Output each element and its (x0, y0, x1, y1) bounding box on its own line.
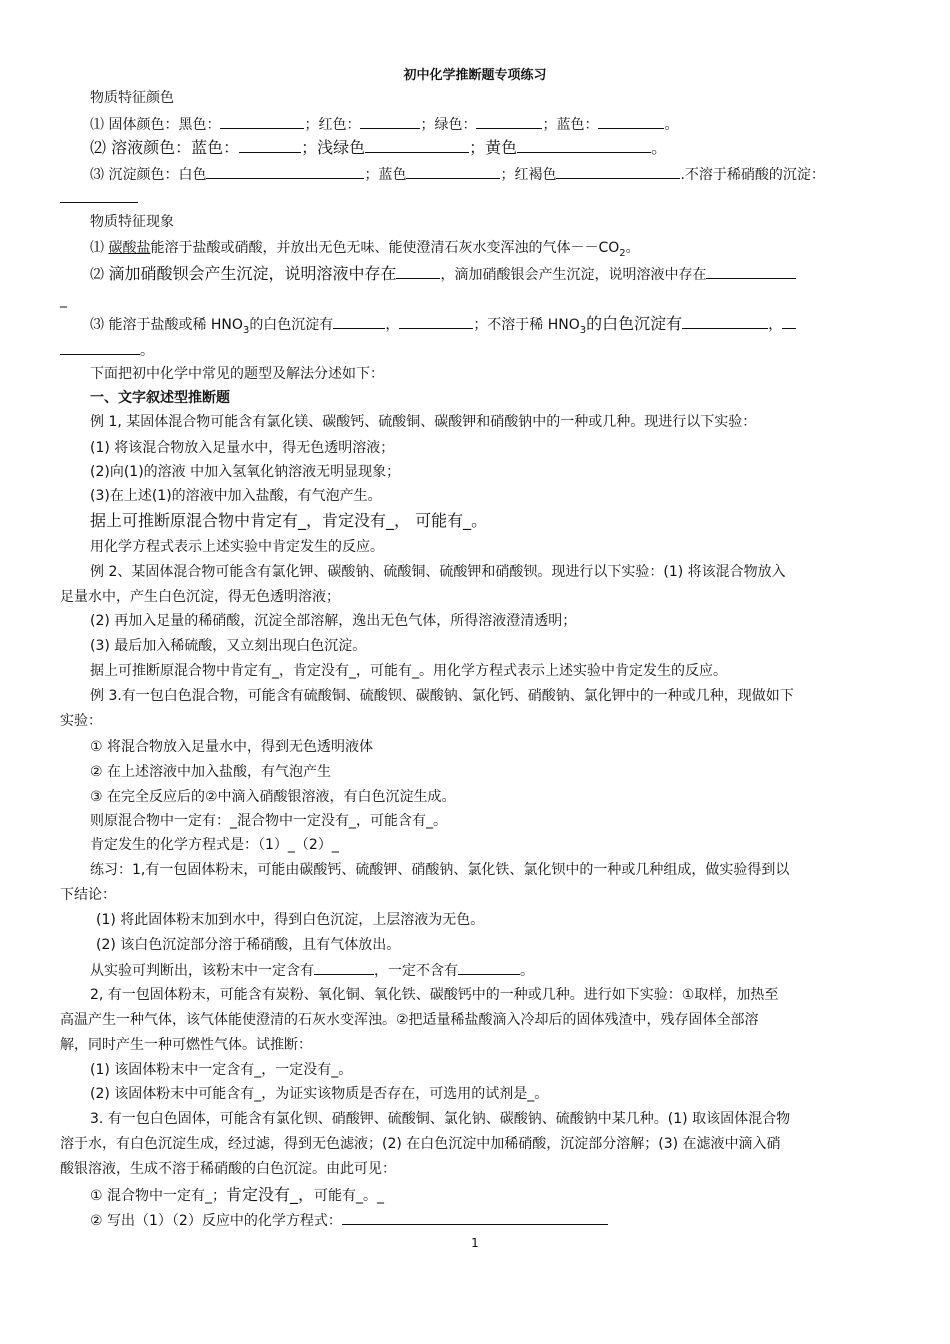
intro-text: 下面把初中化学中常见的题型及解法分述如下： (90, 366, 384, 382)
blank-red (360, 114, 420, 129)
practice-3-question: 3. 有一包白色固体，可能含有氯化钡、硝酸钾、硫酸铜、氯化钠、碳酸钠、硫酸钠中某几种。(1) 取该固体混合物 (90, 1111, 791, 1127)
example-3-step-3: ③ 在完全反应后的②中滴入硝酸银溶液，有白色沉淀生成。 (90, 789, 456, 805)
item-number: ⑶ 沉淀颜色： (90, 167, 179, 183)
subscript: 2 (619, 247, 626, 259)
example-1-answer: 据上可推断原混合物中肯定有_，肯定没有_， 可能有_。 (90, 511, 488, 530)
punct: ， (768, 317, 783, 333)
example-1-equation-prompt: 用化学方程式表示上述实验中肯定发生的反应。 (90, 539, 384, 555)
punct: 。 (520, 963, 534, 979)
label-blue: ；蓝色： (542, 117, 599, 133)
line-carbonate (90, 238, 895, 258)
text: 滴加硝酸钡会产生沉淀，说明溶液中存在 (108, 264, 397, 283)
practice-1-question-continued: 下结论： (60, 887, 116, 903)
underlined-term: 碳酸盐 (108, 240, 151, 256)
item-number: ⑴ 固体颜色： (90, 117, 179, 133)
blank-not-contains (458, 960, 520, 975)
subscript: 3 (579, 324, 587, 336)
practice-3-part-2 (90, 1210, 895, 1231)
item-number: ⑵ 溶液颜色： (90, 138, 192, 157)
example-2-question: 例 2、某固体混合物可能含有氯化钾、碳酸钠、硫酸铜、硫酸钾和硝酸钡。现进行以下实验：(1) 将该混合物放入 (90, 564, 786, 580)
blank-red-brown (556, 164, 680, 179)
blank-blue (598, 114, 664, 129)
blank-insoluble (60, 188, 138, 203)
text: ；不溶于稀 HNO (473, 317, 580, 333)
punct: 。 (625, 240, 640, 256)
practice-3-question-line-3: 酸银溶液，生成不溶于稀硝酸的白色沉淀。由此可见： (60, 1161, 396, 1177)
label-blue: 蓝色： (191, 138, 240, 157)
example-2-answer: 据上可推断原混合物中肯定有_，肯定没有_，可能有_。用化学方程式表示上述实验中肯定发生的反应。 (90, 663, 727, 679)
punct: 。 (664, 117, 679, 133)
blank-green (476, 114, 542, 129)
label-white: 白色 (178, 167, 207, 183)
item-number: ⑴ (90, 240, 109, 256)
example-1-step-1: (1) 将该混合物放入足量水中，得无色透明溶液； (90, 440, 395, 456)
section-heading-phenomena: 物质特征现象 (90, 214, 174, 230)
text: ① 混合物中一定有_； (90, 1188, 227, 1204)
document-title: 初中化学推断题专项练习 (403, 68, 547, 83)
practice-3-question-line-2: 溶于水，有白色沉淀生成，经过滤，得到无色滤液；(2) 在白色沉淀中加稀硝酸，沉淀部分溶解；(3) 在滤液中滴入硝 (60, 1136, 781, 1152)
label-yellow: ；黄色 (469, 138, 518, 157)
blank-light-green (365, 138, 469, 153)
example-3-question-continued: 实验： (60, 713, 102, 729)
practice-2-part-1: (1) 该固体粉末中一定含有_，一定没有_。 (90, 1062, 353, 1078)
blank-contains (314, 960, 374, 975)
line-ion-tests-continued: _ (60, 292, 67, 308)
practice-2-question: 2, 有一包固体粉末，可能含有炭粉、氧化铜、氧化铁、碳酸钙中的一种或几种。进行如下实验：①取样，加热至 (90, 987, 779, 1003)
label-green: ；绿色： (420, 117, 477, 133)
practice-3-part-1 (90, 1185, 895, 1206)
blank-insoluble-1 (682, 314, 768, 329)
example-2-step-2: (2) 再加入足量的稀硝酸，沉淀全部溶解，逸出无色气体，所得溶液澄清透明； (90, 613, 577, 629)
text: 可能有_。_ (314, 1188, 385, 1204)
text: 的白色沉淀有 (249, 317, 334, 333)
practice-2-question-line-2: 高温产生一种气体，该气体能使澄清的石灰水变浑浊。②把适量稀盐酸滴入冷却后的固体残渣中，残存固体全部溶 (60, 1012, 759, 1028)
section-title-text-inference: 一、文字叙述型推断题 (90, 390, 230, 406)
subscript: 3 (242, 324, 250, 336)
label-insoluble: .不溶于稀硝酸的沉淀： (680, 167, 825, 183)
punct: ， (385, 317, 400, 333)
line-solution-colors (90, 138, 895, 158)
section-heading-colors: 物质特征颜色 (90, 90, 174, 106)
page-number: 1 (471, 1236, 479, 1250)
blank-insoluble-3 (60, 340, 140, 355)
practice-1-answer (90, 960, 895, 981)
blank-soluble-2 (399, 314, 473, 329)
text: 能溶于盐酸或硝酸，并放出无色无味、能使澄清石灰水变浑浊的气体－－CO (150, 240, 620, 256)
example-2-step-3: (3) 最后加入稀硫酸，又立刻出现白色沉淀。 (90, 638, 367, 654)
example-1-question: 例 1, 某固体混合物可能含有氯化镁、碳酸钙、硫酸铜、碳酸钾和硝酸钠中的一种或几种。现进行以下实验： (90, 414, 757, 430)
punct: 。 (651, 138, 668, 157)
punct: 。 (140, 343, 154, 359)
practice-1-question: 练习：1,有一包固体粉末，可能由碳酸钙、硫酸钾、硝酸钠、氯化铁、氯化钡中的一种或几种组成，做实验得到以 (90, 862, 790, 878)
label-black: 黑色： (178, 117, 221, 133)
item-number: ⑵ (90, 267, 109, 283)
blank-insoluble-2 (782, 314, 796, 329)
example-3-question: 例 3.有一包白色混合物，可能含有硫酸铜、硫酸钡、碳酸钠、氯化钙、硝酸钠、氯化钾中的一种或几种，现做如下 (90, 688, 794, 704)
line-ion-tests (90, 264, 895, 285)
label-red-brown: ；红褐色 (500, 167, 557, 183)
line-precipitate-colors (90, 164, 895, 185)
example-3-answer: 则原混合物中一定有：_混合物中一定没有_，可能含有_。 (90, 813, 447, 829)
text: ，滴加硝酸银会产生沉淀，说明溶液中存在 (440, 267, 707, 283)
practice-1-step-1: (1) 将此固体粉末加到水中，得到白色沉淀，上层溶液为无色。 (96, 912, 485, 928)
example-2-question-continued: 足量水中，产生白色沉淀，得无色透明溶液； (60, 589, 340, 605)
practice-1-step-2: (2) 该白色沉淀部分溶于稀硝酸，且有气体放出。 (96, 937, 401, 953)
text: 从实验可判断出，该粉末中一定含有 (90, 963, 314, 979)
blank-equation (342, 1210, 608, 1225)
example-3-step-1: ① 将混合物放入足量水中，得到无色透明液体 (90, 739, 373, 755)
example-1-step-3: (3)在上述(1)的溶液中加入盐酸，有气泡产生。 (90, 488, 382, 504)
text: ，一定不含有 (374, 963, 458, 979)
label-light-green: ；浅绿色 (301, 138, 366, 157)
blank-blue (239, 138, 301, 153)
line-white-precipitates-continued (60, 340, 895, 361)
example-3-step-2: ② 在上述溶液中加入盐酸，有气泡产生 (90, 764, 331, 780)
text: 的白色沉淀有 (586, 314, 683, 333)
text: ② 写出（1）（2）反应中的化学方程式： (90, 1213, 342, 1229)
practice-2-part-2: (2) 该固体粉末中可能含有_，为证实该物质是否存在，可选用的试剂是_。 (90, 1086, 549, 1102)
blank-yellow (517, 138, 651, 153)
line-solid-colors (90, 114, 895, 135)
label-red: ；红色： (304, 117, 361, 133)
blank-black (220, 114, 304, 129)
text: 肯定没有_， (226, 1185, 315, 1204)
label-blue: ；蓝色 (364, 167, 407, 183)
blank-ion-1 (396, 264, 440, 279)
example-1-step-2: (2)向(1)的溶液 中加入氢氧化钠溶液无明显现象； (90, 464, 401, 480)
text: 能溶于盐酸或稀 HNO (108, 317, 243, 333)
blank-white (206, 164, 364, 179)
line-precipitate-continued (60, 188, 895, 209)
example-3-equations: 肯定发生的化学方程式是：（1）_（2）_ (90, 837, 339, 853)
practice-2-question-line-3: 解，同时产生一种可燃性气体。试推断： (60, 1037, 312, 1053)
blank-soluble-1 (333, 314, 385, 329)
blank-blue (406, 164, 500, 179)
blank-ion-2 (706, 264, 796, 279)
item-number: ⑶ (90, 317, 109, 333)
line-white-precipitates (90, 314, 895, 335)
